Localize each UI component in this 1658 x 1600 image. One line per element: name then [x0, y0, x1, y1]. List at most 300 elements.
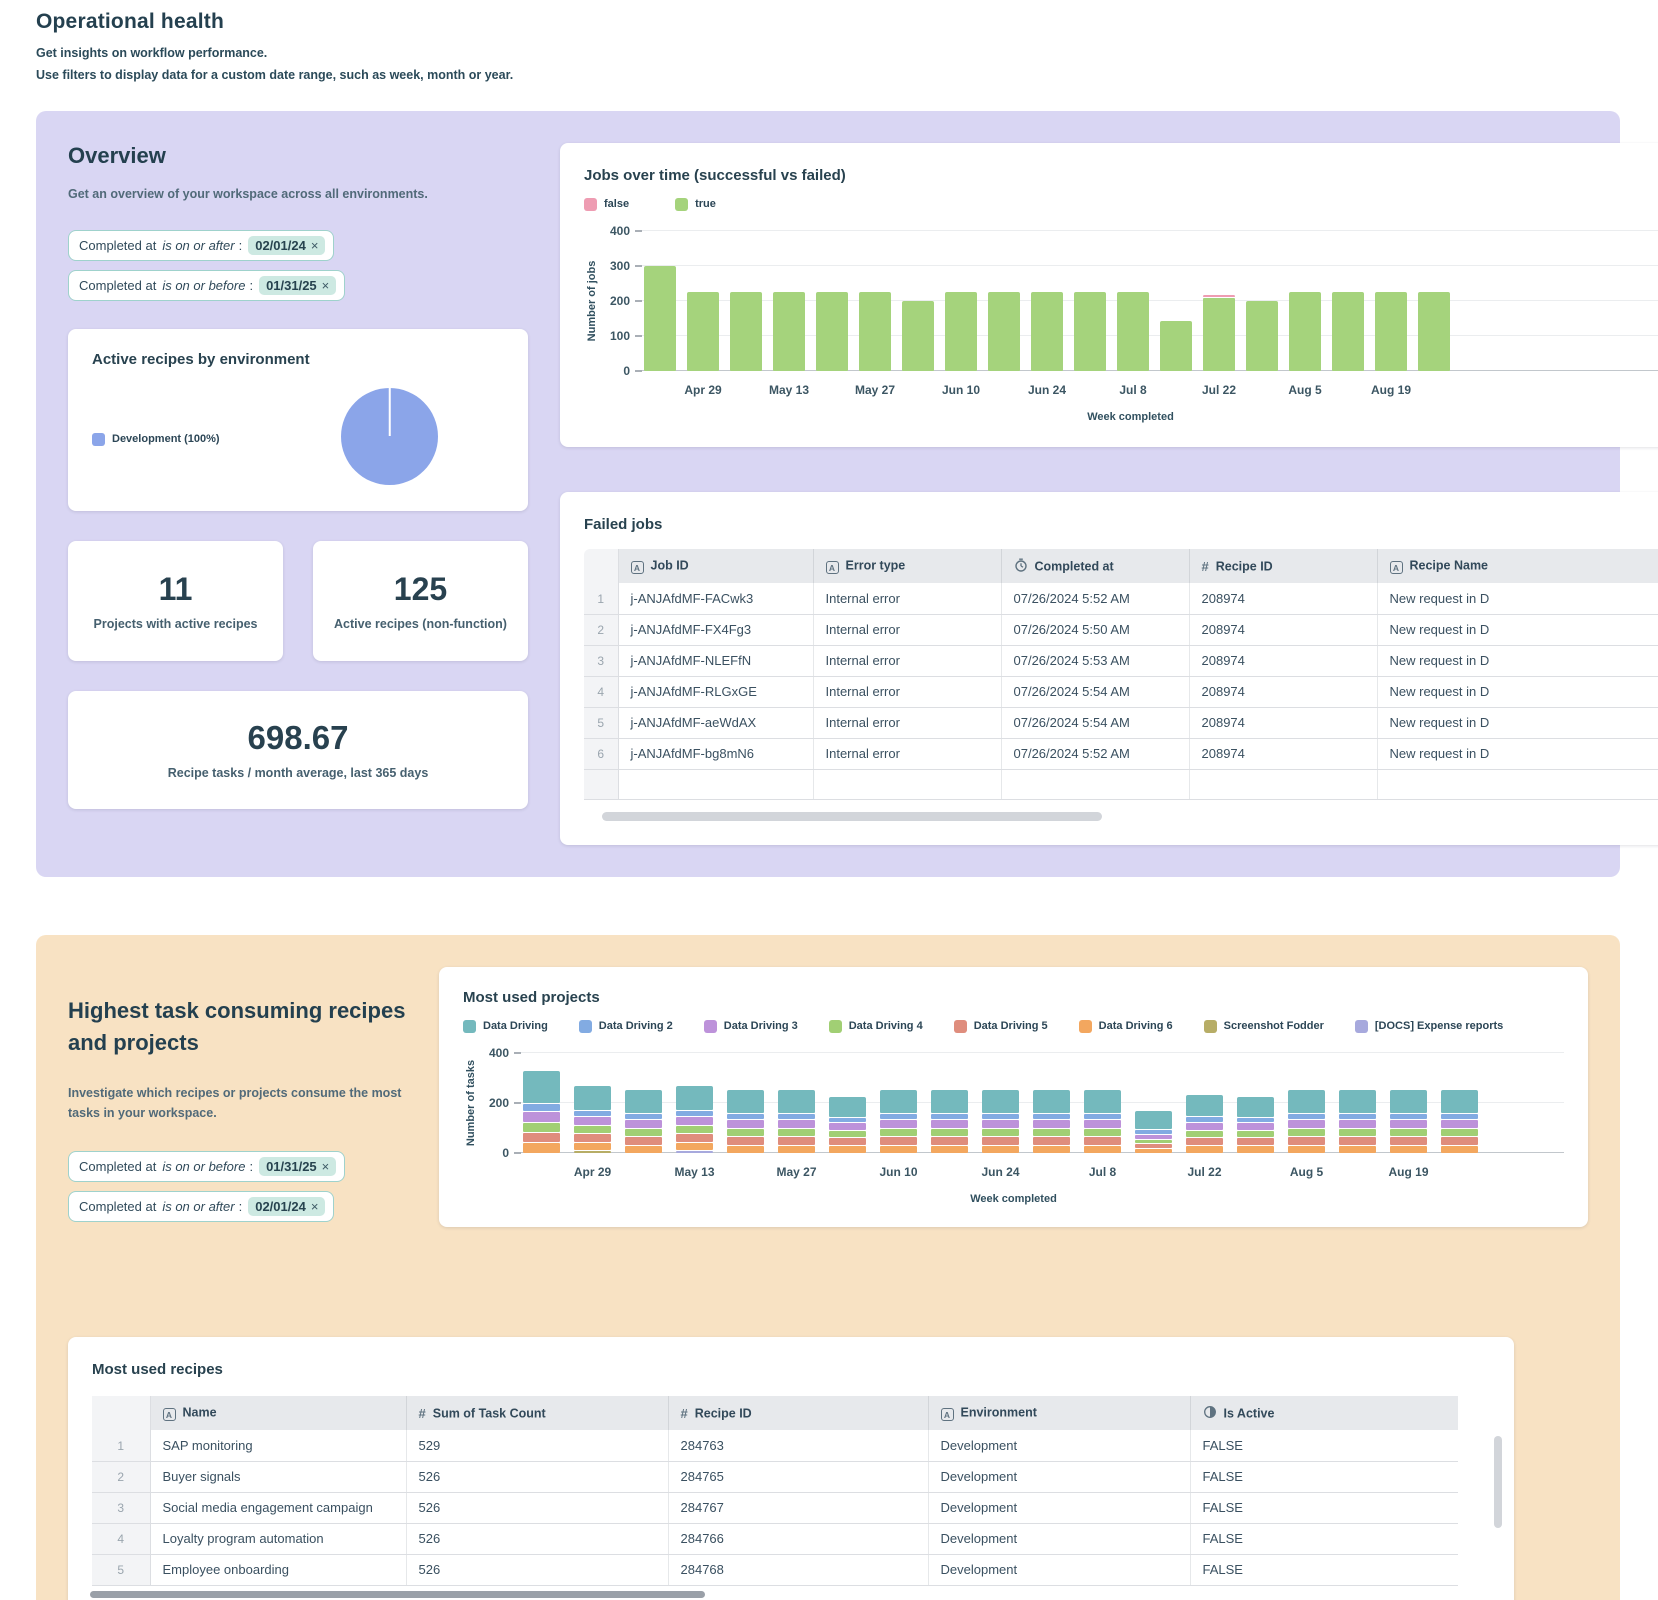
table-cell	[1189, 769, 1377, 799]
bar-segment-data-driving-2	[931, 1114, 968, 1119]
bar-segment-data-driving-5	[523, 1133, 560, 1142]
x-axis-labels	[521, 1159, 1564, 1183]
bar-segment-data-driving-2	[982, 1114, 1019, 1119]
legend-label: Data Driving	[483, 1020, 548, 1033]
chart-bar	[1186, 1053, 1223, 1153]
most-used-recipes-table-wrap	[92, 1396, 1490, 1586]
legend-label: Data Driving 4	[848, 1020, 923, 1033]
axis-tick-label: 200	[609, 293, 630, 308]
table-cell: 208974	[1189, 676, 1377, 707]
bar-segment-data-driving	[1339, 1090, 1376, 1113]
most-used-recipes-vertical-scrollbar[interactable]	[1494, 1436, 1502, 1528]
number-icon: #	[1201, 558, 1209, 574]
chart-bar	[1203, 231, 1235, 371]
table-row	[92, 1461, 1458, 1492]
jobs-over-time-chart	[584, 223, 1658, 423]
filter-value: 01/31/25	[266, 277, 317, 293]
chart-bars	[644, 231, 1450, 371]
text-icon: A	[163, 1408, 176, 1421]
row-index: 6	[584, 738, 618, 769]
bar-segment-data-driving-5	[829, 1138, 866, 1145]
chart-bar	[1237, 1053, 1274, 1153]
bar-segment-data-driving-4	[1084, 1129, 1121, 1136]
row-index: 2	[92, 1461, 150, 1492]
jobs-over-time-legend	[584, 198, 1658, 211]
tasks-heading: Highest task consuming recipes and projects	[68, 997, 406, 1055]
y-axis-ticks	[600, 223, 642, 378]
stat-label: Active recipes (non-function)	[334, 616, 507, 631]
row-index: 5	[584, 707, 618, 738]
table-row	[92, 1430, 1458, 1461]
bar-segment-data-driving-4	[1135, 1140, 1172, 1143]
table-cell: FALSE	[1190, 1554, 1458, 1585]
remove-filter-icon[interactable]: ×	[310, 1198, 319, 1214]
table-cell: j-ANJAfdMF-RLGxGE	[618, 676, 813, 707]
axis-tick-label: 100	[609, 328, 630, 343]
axis-tick-label: Aug 5	[1289, 1164, 1324, 1179]
table-row-empty	[584, 769, 1658, 799]
column-header-name[interactable]	[150, 1396, 406, 1431]
scrollbar-thumb[interactable]	[602, 812, 1102, 821]
table-cell: New request in D	[1377, 645, 1658, 676]
bar-segment-data-driving-4	[523, 1123, 560, 1132]
table-cell: 208974	[1189, 738, 1377, 769]
row-index: 5	[92, 1554, 150, 1585]
legend-swatch-icon	[829, 1020, 842, 1033]
legend-swatch-icon	[1355, 1020, 1368, 1033]
tasks-filters	[68, 1151, 413, 1222]
column-header-error-type[interactable]	[813, 549, 1001, 584]
legend-label: Development (100%)	[112, 433, 220, 446]
bar-segment-data-driving	[880, 1090, 917, 1113]
chart-main	[463, 1045, 1564, 1160]
axis-tick-label: May 13	[674, 1164, 715, 1179]
column-header-label: Job ID	[650, 558, 689, 573]
bar-segment-data-driving-4	[880, 1129, 917, 1136]
column-header-sum-of-task-count[interactable]	[406, 1396, 668, 1431]
legend-swatch-icon	[579, 1020, 592, 1033]
bar-segment-true	[1418, 292, 1450, 371]
chart-bar	[1031, 231, 1063, 371]
bar-segment-data-driving-3	[676, 1117, 713, 1125]
column-header-completed-at[interactable]	[1001, 549, 1189, 584]
remove-filter-icon[interactable]: ×	[321, 1158, 330, 1174]
page-subtitle-line1: Get insights on workflow performance.	[36, 46, 268, 60]
table-cell: 526	[406, 1554, 668, 1585]
legend-item	[92, 433, 220, 446]
table-cell: Development	[928, 1492, 1190, 1523]
bar-segment-data-driving-4	[1033, 1129, 1070, 1136]
filter-chip[interactable]	[68, 1191, 334, 1222]
index-column-header	[584, 549, 618, 584]
column-header-recipe-name[interactable]	[1377, 549, 1658, 584]
bar-segment-true	[1074, 292, 1106, 371]
bar-segment-data-driving	[523, 1071, 560, 1103]
bar-segment-data-driving-5	[1135, 1144, 1172, 1148]
table-cell: 07/26/2024 5:54 AM	[1001, 676, 1189, 707]
number-icon: #	[680, 1405, 688, 1421]
bar-segment-data-driving-4	[625, 1129, 662, 1136]
table-row	[92, 1492, 1458, 1523]
axis-tick-label: 400	[609, 223, 630, 238]
chart-bar	[625, 1053, 662, 1153]
bar-segment-data-driving	[676, 1086, 713, 1110]
axis-tick-mark	[635, 370, 642, 372]
axis-tick-label: Jul 22	[1187, 1164, 1222, 1179]
table-cell: FALSE	[1190, 1430, 1458, 1461]
table-header-row	[584, 549, 1658, 584]
bar-segment-data-driving-6	[574, 1143, 611, 1150]
bar-segment-data-driving-6	[829, 1146, 866, 1153]
table-cell	[1001, 769, 1189, 799]
bar-segment-data-driving-3	[1033, 1120, 1070, 1128]
bar-segment-data-driving-2	[1186, 1117, 1223, 1122]
bar-segment-data-driving-4	[982, 1129, 1019, 1136]
bar-segment-true	[1117, 292, 1149, 371]
overview-description: Get an overview of your workspace across all environments.	[68, 186, 428, 201]
chart-bar	[859, 231, 891, 371]
filter-colon: :	[249, 277, 254, 293]
y-axis-title-text: Number of tasks	[465, 1059, 477, 1146]
table-cell: 07/26/2024 5:50 AM	[1001, 614, 1189, 645]
bar-segment-data-driving-3	[829, 1123, 866, 1130]
table-cell: 284768	[668, 1554, 928, 1585]
bar-segment-data-driving-2	[1033, 1114, 1070, 1119]
overview-filters	[68, 230, 528, 301]
bar-segment-data-driving-2	[1135, 1130, 1172, 1134]
table-cell: 07/26/2024 5:53 AM	[1001, 645, 1189, 676]
chart-bar	[988, 231, 1020, 371]
table-cell: New request in D	[1377, 583, 1658, 614]
failed-jobs-table	[584, 549, 1658, 800]
bar-segment-data-driving-2	[829, 1118, 866, 1122]
bar-segment-data-driving-3	[625, 1120, 662, 1128]
table-cell: Social media engagement campaign	[150, 1492, 406, 1523]
bar-segment-data-driving-2	[1390, 1114, 1427, 1119]
bar-segment-data-driving-4	[829, 1131, 866, 1137]
chart-bar	[773, 231, 805, 371]
y-axis-title-text: Number of jobs	[586, 260, 598, 342]
axis-tick-mark	[514, 1152, 521, 1154]
bar-segment-data-driving-3	[574, 1117, 611, 1125]
most-used-projects-chart	[463, 1045, 1564, 1205]
legend-swatch-icon	[463, 1020, 476, 1033]
pie-slice-development	[341, 388, 438, 485]
remove-filter-icon[interactable]: ×	[321, 277, 330, 293]
chart-bar	[1390, 1053, 1427, 1153]
legend-label: false	[604, 198, 630, 211]
page-subtitle	[36, 43, 1620, 87]
bar-segment-data-driving-4	[1339, 1129, 1376, 1136]
table-cell: Employee onboarding	[150, 1554, 406, 1585]
bar-segment-data-driving-2	[727, 1114, 764, 1119]
legend-swatch-icon	[1079, 1020, 1092, 1033]
bar-segment-true	[687, 292, 719, 371]
axis-tick-mark	[635, 230, 642, 232]
axis-tick-mark	[635, 335, 642, 337]
chart-bar	[1288, 1053, 1325, 1153]
bar-segment-data-driving	[982, 1090, 1019, 1113]
filter-value-badge	[259, 1157, 336, 1176]
x-axis-labels	[642, 377, 1658, 401]
table-cell: FALSE	[1190, 1461, 1458, 1492]
axis-tick-label: 200	[488, 1095, 509, 1110]
bar-segment-data-driving-2	[625, 1114, 662, 1119]
table-cell: SAP monitoring	[150, 1430, 406, 1461]
legend-item	[675, 198, 716, 211]
table-cell: j-ANJAfdMF-aeWdAX	[618, 707, 813, 738]
column-header-recipe-id[interactable]	[1189, 549, 1377, 584]
row-index: 1	[584, 583, 618, 614]
jobs-over-time-card	[560, 143, 1658, 447]
table-cell	[618, 769, 813, 799]
filter-value-badge	[259, 276, 336, 295]
bar-segment-data-driving-5	[1441, 1137, 1478, 1145]
legend-item	[704, 1020, 798, 1033]
text-icon: A	[1390, 561, 1403, 574]
axis-tick-label: Apr 29	[684, 382, 722, 397]
chart-plot-area	[642, 231, 1658, 371]
tasks-top-row	[68, 967, 1588, 1227]
x-axis-title: Week completed	[1087, 410, 1174, 423]
table-cell: New request in D	[1377, 738, 1658, 769]
bar-segment-data-driving-5	[676, 1134, 713, 1142]
bar-segment-data-driving-3	[1135, 1135, 1172, 1139]
axis-tick-label: Jul 8	[1119, 382, 1147, 397]
legend-swatch-icon	[704, 1020, 717, 1033]
table-cell: Internal error	[813, 738, 1001, 769]
chart-bar	[1441, 1053, 1478, 1153]
tasks-description: Investigate which recipes or projects consume the most tasks in your workspace.	[68, 1085, 402, 1120]
row-index: 1	[92, 1430, 150, 1461]
bar-segment-data-driving-2	[1441, 1114, 1478, 1119]
legend-item	[463, 1020, 548, 1033]
filter-chip[interactable]	[68, 270, 345, 301]
chart-bar	[902, 231, 934, 371]
chart-bar	[1074, 231, 1106, 371]
table-cell: Internal error	[813, 676, 1001, 707]
y-axis-title	[584, 231, 600, 371]
bar-segment-data-driving-6	[676, 1143, 713, 1150]
table-cell: 284766	[668, 1523, 928, 1554]
filter-colon: :	[249, 1158, 254, 1174]
bar-segment-false	[1203, 295, 1235, 297]
bar-segment--docs-expense-reports	[676, 1151, 713, 1153]
table-cell: Development	[928, 1554, 1190, 1585]
bar-segment-data-driving-6	[1390, 1146, 1427, 1153]
bar-segment-data-driving-6	[523, 1143, 560, 1153]
column-header-is-active[interactable]	[1190, 1396, 1458, 1431]
axis-tick-label: Jul 22	[1201, 382, 1237, 397]
bar-segment-data-driving-6	[727, 1146, 764, 1153]
overview-left-column	[68, 143, 528, 845]
row-index: 4	[584, 676, 618, 707]
table-cell: 284763	[668, 1430, 928, 1461]
bar-segment-data-driving-2	[676, 1111, 713, 1116]
filter-operator: is on or before	[162, 277, 246, 293]
row-index: 4	[92, 1523, 150, 1554]
environment-pie-chart	[341, 388, 438, 485]
bar-segment-data-driving-5	[880, 1137, 917, 1145]
bar-segment-data-driving	[1186, 1095, 1223, 1116]
bar-segment-data-driving	[778, 1090, 815, 1113]
failed-jobs-table-clip	[584, 549, 1658, 800]
filter-colon: :	[238, 1198, 243, 1214]
table-row	[92, 1554, 1458, 1585]
bar-segment-data-driving-2	[1084, 1114, 1121, 1119]
bar-segment-data-driving	[1441, 1090, 1478, 1113]
bar-segment-data-driving-3	[880, 1120, 917, 1128]
table-cell: 208974	[1189, 645, 1377, 676]
bar-segment-data-driving-6	[982, 1146, 1019, 1153]
bar-segment-data-driving-4	[574, 1126, 611, 1133]
recipes-table-horizontal-scrollbar[interactable]	[90, 1591, 705, 1598]
chart-bar	[778, 1053, 815, 1153]
axis-tick-label: Jun 24	[1027, 382, 1067, 397]
page-subtitle-line2: Use filters to display data for a custom date range, such as week, month or year.	[36, 67, 514, 82]
datetime-icon	[1014, 559, 1035, 573]
bar-segment-data-driving-3	[1339, 1120, 1376, 1128]
column-header-label: Is Active	[1223, 1406, 1275, 1421]
filter-chip[interactable]	[68, 1151, 345, 1182]
bar-segment-data-driving-2	[1339, 1114, 1376, 1119]
chart-bar	[1033, 1053, 1070, 1153]
axis-tick-label: May 27	[854, 382, 896, 397]
bar-segment-data-driving-2	[523, 1104, 560, 1111]
bar-segment-data-driving-4	[931, 1129, 968, 1136]
filter-operator: is on or after	[162, 1198, 235, 1214]
chart-bar	[687, 231, 719, 371]
overview-right-column	[560, 143, 1658, 845]
bar-segment-true	[1246, 301, 1278, 371]
bar-segment-data-driving-6	[880, 1146, 917, 1153]
chart-bar	[1289, 231, 1321, 371]
axis-tick-mark	[514, 1102, 521, 1104]
axis-tick-label: Jun 24	[981, 1164, 1020, 1179]
page-title: Operational health	[36, 10, 224, 33]
table-cell: 284765	[668, 1461, 928, 1492]
bar-segment-data-driving	[1033, 1090, 1070, 1113]
bar-segment-data-driving-5	[982, 1137, 1019, 1145]
chart-bar	[676, 1053, 713, 1153]
x-axis-title: Week completed	[970, 1192, 1057, 1205]
chart-bar	[1084, 1053, 1121, 1153]
text-icon: A	[631, 561, 644, 574]
bar-segment-data-driving-4	[1441, 1129, 1478, 1136]
legend-label: true	[695, 198, 716, 211]
bar-segment-data-driving-5	[778, 1137, 815, 1145]
legend-label: Data Driving 3	[723, 1020, 798, 1033]
bar-segment-data-driving-4	[1288, 1129, 1325, 1136]
legend-label: Data Driving 2	[598, 1020, 673, 1033]
bar-segment-data-driving-4	[676, 1126, 713, 1133]
env-chart-body	[92, 380, 504, 485]
bar-segment-true	[644, 266, 676, 371]
bar-segment-data-driving-2	[778, 1114, 815, 1119]
legend-item	[1079, 1020, 1173, 1033]
bar-segment-data-driving-5	[1084, 1137, 1121, 1145]
table-cell: Internal error	[813, 707, 1001, 738]
axis-tick-label: Jun 10	[941, 382, 981, 397]
bar-segment-true	[1332, 292, 1364, 371]
axis-tick-label: Aug 5	[1288, 382, 1322, 397]
bar-segment-data-driving-4	[1390, 1129, 1427, 1136]
remove-filter-icon[interactable]: ×	[310, 237, 319, 253]
chart-bar	[1418, 231, 1450, 371]
bar-segment-data-driving-5	[1033, 1137, 1070, 1145]
legend-item	[584, 198, 629, 211]
table-cell: 208974	[1189, 614, 1377, 645]
bar-segment-data-driving	[829, 1097, 866, 1117]
axis-tick-label: 0	[502, 1145, 509, 1160]
table-row	[584, 707, 1658, 738]
chart-bar	[1332, 231, 1364, 371]
table-cell: Loyalty program automation	[150, 1523, 406, 1554]
axis-tick-label: May 13	[768, 382, 810, 397]
chart-bar	[1117, 231, 1149, 371]
bar-segment-data-driving	[931, 1090, 968, 1113]
column-header-environment[interactable]	[928, 1396, 1190, 1431]
bar-segment-data-driving-6	[1288, 1146, 1325, 1153]
env-chart-title: Active recipes by environment	[92, 350, 310, 368]
table-cell: Buyer signals	[150, 1461, 406, 1492]
table-row	[92, 1523, 1458, 1554]
axis-tick-mark	[514, 1052, 521, 1054]
most-used-projects-title: Most used projects	[463, 988, 600, 1006]
chart-bar	[880, 1053, 917, 1153]
row-index: 2	[584, 614, 618, 645]
active-recipes-by-environment-card	[68, 329, 528, 511]
overview-panel	[36, 111, 1620, 877]
bar-segment-data-driving-3	[727, 1120, 764, 1128]
chart-bar	[644, 231, 676, 371]
failed-jobs-card	[560, 492, 1658, 845]
filter-label: Completed at	[79, 1158, 157, 1174]
bar-segment-data-driving-3	[778, 1120, 815, 1128]
bar-segment-data-driving-6	[931, 1146, 968, 1153]
column-header-recipe-id[interactable]	[668, 1396, 928, 1431]
bar-segment-data-driving-6	[1084, 1146, 1121, 1153]
index-column-header	[92, 1396, 150, 1431]
axis-tick-label: Apr 29	[573, 1164, 612, 1179]
bar-segment-data-driving-5	[1186, 1138, 1223, 1145]
column-header-label: Sum of Task Count	[432, 1406, 546, 1421]
table-cell: FALSE	[1190, 1492, 1458, 1523]
table-cell: 526	[406, 1492, 668, 1523]
filter-chip[interactable]	[68, 230, 334, 261]
column-header-job-id[interactable]	[618, 549, 813, 584]
bar-segment-data-driving	[1390, 1090, 1427, 1113]
stat-projects-with-active-recipes	[68, 541, 283, 661]
bar-segment-true	[730, 292, 762, 371]
bar-segment-true	[1203, 298, 1235, 371]
chart-bar	[816, 231, 848, 371]
legend-swatch-icon	[92, 433, 105, 446]
table-cell: j-ANJAfdMF-bg8mN6	[618, 738, 813, 769]
bar-segment-data-driving-3	[523, 1112, 560, 1122]
most-used-recipes-card	[68, 1337, 1514, 1600]
chart-bar	[982, 1053, 1019, 1153]
bar-segment-data-driving	[1288, 1090, 1325, 1113]
bar-segment-data-driving-5	[625, 1137, 662, 1145]
table-row	[584, 645, 1658, 676]
axis-tick-label: Jul 8	[1088, 1164, 1117, 1179]
bar-segment-data-driving-6	[1237, 1146, 1274, 1153]
filter-value: 02/01/24	[255, 237, 306, 253]
table-cell: Internal error	[813, 583, 1001, 614]
bar-segment-data-driving-4	[1186, 1131, 1223, 1137]
table-cell	[1377, 769, 1658, 799]
